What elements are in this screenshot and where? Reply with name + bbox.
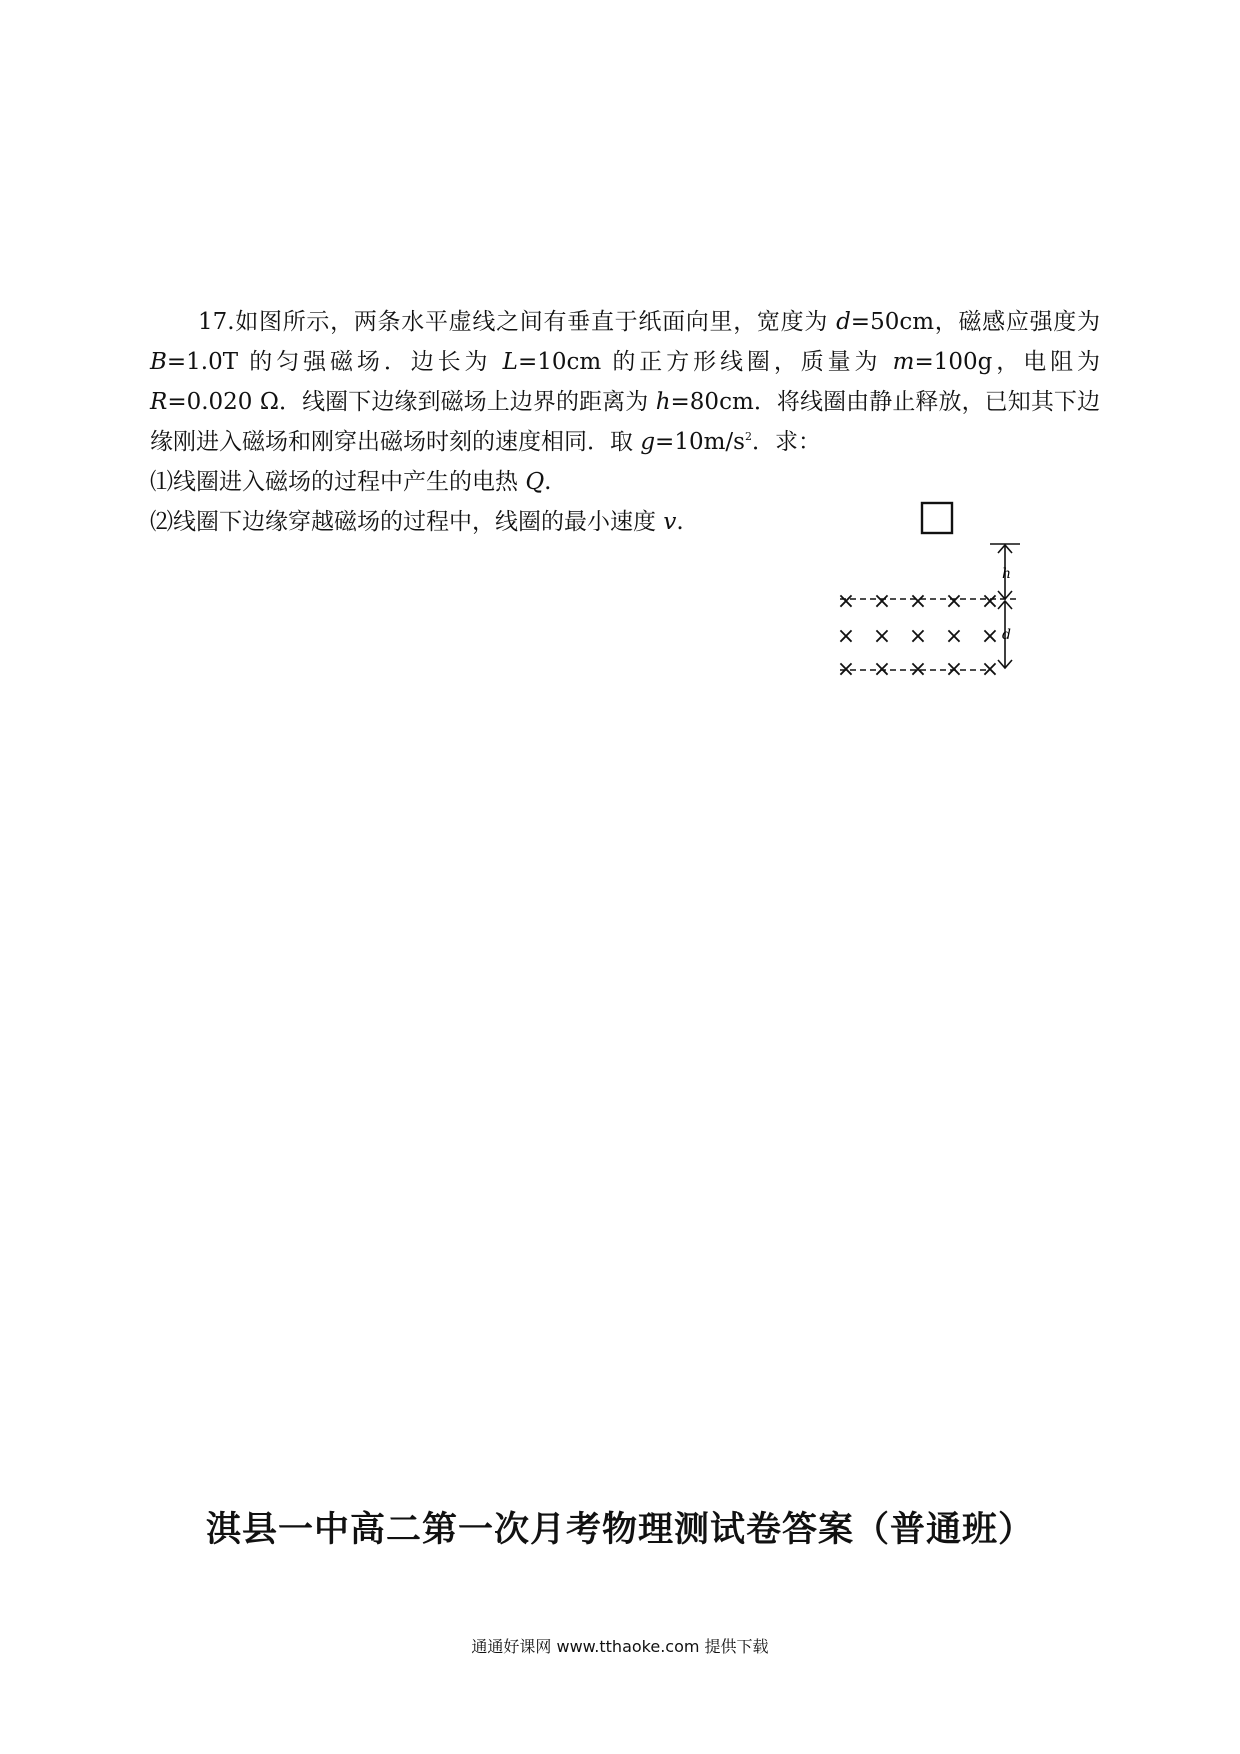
var-v: v <box>663 509 677 535</box>
statement-text: =0.020 Ω．线圈下边缘到磁场上边界的距离为 <box>167 389 656 415</box>
statement-text: 如图所示，两条水平虚线之间有垂直于纸面向里，宽度为 <box>234 309 837 335</box>
statement-text: =80cm．将线圈由静止释放，已知其下边缘刚进入磁场和刚穿出磁场时刻的速度相同．取 <box>150 389 1100 455</box>
square-coil <box>922 503 952 533</box>
field-cross: × <box>944 624 964 649</box>
figure-svg <box>836 502 1040 702</box>
field-cross: × <box>980 624 1000 649</box>
field-cross: × <box>872 624 892 649</box>
field-crosses <box>837 589 999 682</box>
field-cross: × <box>836 624 856 649</box>
field-cross: × <box>944 657 964 682</box>
h-label: h <box>1002 566 1012 582</box>
field-cross: × <box>872 589 892 614</box>
var-R: R <box>150 389 168 415</box>
magnetic-field-figure <box>836 502 1040 702</box>
field-cross: × <box>980 589 1000 614</box>
answer-section-title: 淇县一中高二第一次月考物理测试卷答案（普通班） <box>205 1510 1034 1550</box>
field-cross: × <box>908 589 928 614</box>
field-cross: × <box>980 657 1000 682</box>
question-1 <box>150 462 1100 502</box>
statement-text: ．求： <box>751 429 821 455</box>
statement-text: =1.0T 的匀强磁场．边长为 <box>166 349 503 375</box>
var-d: d <box>836 309 851 335</box>
statement-text: =10m/s <box>655 429 745 455</box>
var-Q: Q <box>525 469 545 495</box>
statement-text: =50cm，磁感应强度为 <box>850 309 1100 335</box>
field-cross: × <box>908 657 928 682</box>
question-text: ⑴线圈进入磁场的过程中产生的电热 <box>150 469 526 495</box>
field-cross: × <box>836 589 856 614</box>
field-cross: × <box>836 657 856 682</box>
var-B: B <box>150 349 167 375</box>
field-cross: × <box>908 624 928 649</box>
field-cross: × <box>872 657 892 682</box>
page-footer: 通通好课网 www.tthaoke.com 提供下载 <box>471 1637 769 1656</box>
var-g: g <box>640 429 656 455</box>
var-m: m <box>892 349 915 375</box>
question-end: . <box>676 509 684 535</box>
problem-number: 17. <box>198 309 235 335</box>
question-text: ⑵线圈下边缘穿越磁场的过程中，线圈的最小速度 <box>150 509 664 535</box>
statement-text: =10cm 的正方形线圈，质量为 <box>517 349 893 375</box>
var-h: h <box>655 389 671 415</box>
problem-statement <box>150 302 1100 462</box>
d-label: d <box>1002 627 1011 643</box>
field-cross: × <box>944 589 964 614</box>
statement-text: =100g，电阻为 <box>914 349 1100 375</box>
var-L: L <box>502 349 518 375</box>
exponent: 2 <box>744 430 752 443</box>
question-end: . <box>544 469 552 495</box>
